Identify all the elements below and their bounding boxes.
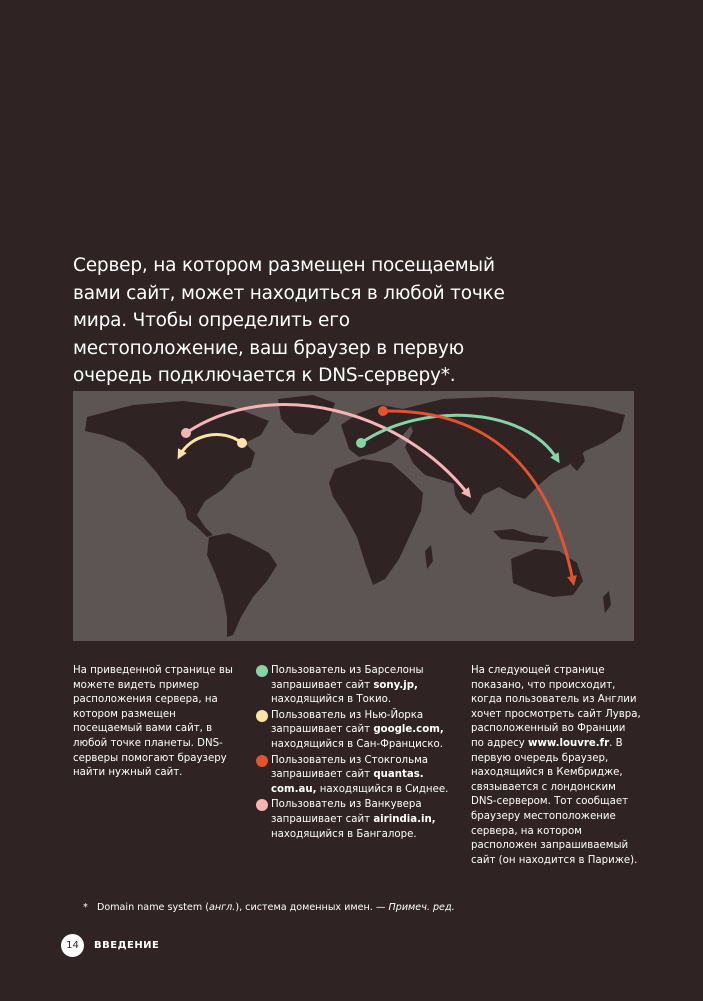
legend-item-barcelona [256,664,456,708]
legend-text: Пользователь из Нью-Йорка запрашивает сайт [271,709,424,736]
legend-text: Пользователь из Стокгольма запрашивает сайт [271,754,429,781]
legend-text: Пользователь из Ванкувера запрашивает сайт [271,799,422,825]
world-map-graphic [73,391,634,641]
footnote-star: * [83,902,88,913]
stockholm-dot [378,406,388,416]
pink-dot-icon [256,799,268,811]
louvre-site: www.louvre.fr [528,737,610,749]
north-america-shape [85,401,269,515]
legend-item-vancouver [256,798,456,842]
yellow-dot-icon [256,710,268,722]
footnote [83,902,455,913]
central-america-shape [185,509,213,537]
headline: Сервер, на котором размещен посещаемый вами сайт, может находиться в любой точке мира. Чтобы определить его местоположение, ваш браузер в первую очередь подключается к DNS-серверу*. [73,255,505,386]
legend-site: google.com, [373,724,444,736]
page-number: 14 [61,934,84,957]
legend-text: находящийся в Сиднее. [316,783,449,795]
footnote-text: Domain name system ( [96,902,209,913]
legend-site: sony.jp, [373,679,418,691]
footnote-italic: Примеч. ред. [388,902,455,913]
footnote-italic: англ. [208,902,236,913]
greenland-shape [278,395,335,435]
madagascar-shape [425,545,433,569]
new-zealand-shape [603,591,611,613]
barcelona-dot [356,438,366,448]
legend-text: находящийся в Токио. [271,694,392,706]
green-dot-icon [256,665,268,677]
left-column-text: На приведенной странице вы можете видеть пример расположения сервера, на котором размещен посещаемый вами сайт, в любой точке планеты. DNS-серверы помогают браузеру найти нужный сайт. [73,665,233,779]
vancouver-dot [181,428,191,438]
legend-item-newyork [256,709,456,753]
legend-site: airindia.in, [373,813,436,825]
section-title: ВВЕДЕНИЕ [94,940,160,951]
indonesia-shape [493,529,549,543]
legend-text: находящийся в Бангалоре. [271,828,417,840]
red-dot-icon [256,755,268,767]
footnote-text: ), система доменных имен. — [235,902,389,913]
legend-item-stockholm [256,754,456,798]
legend-site: quantas. com.au, [271,769,424,795]
continents [85,395,625,637]
right-column-text [471,664,641,868]
legend-text: находящийся в Сан-Франциско. [271,738,443,750]
africa-shape [329,459,423,585]
world-map [73,391,634,641]
legend [256,664,456,843]
right-text-pre: На следующей странице показано, что происходит, когда пользователь из Англии хочет просмотреть сайт Лувра, расположенный во Франции по адресу [471,665,641,749]
south-america-shape [207,533,277,637]
right-text-post: . В первую очередь браузер, находящийся в Кембридже, связывается с лондонским DNS-сервером. Тот сообщает браузеру местоположение сервера, на котором расположен запрашиваемый сайт (он находится в Париже). [471,737,638,866]
newyork-dot [237,438,247,448]
legend-text: Пользователь из Барселоны запрашивает сайт [271,665,424,691]
